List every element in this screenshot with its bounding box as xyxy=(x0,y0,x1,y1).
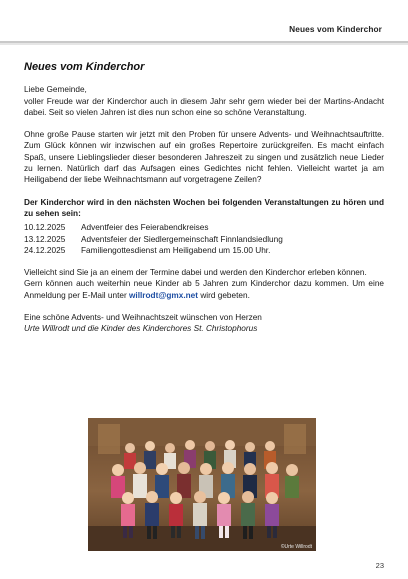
event-row xyxy=(24,222,384,233)
article-title: Neues vom Kinderchor xyxy=(24,61,145,73)
event-title: Adventsfeier der Siedlergemeinschaft Finnlandsiedlung xyxy=(81,234,283,244)
article xyxy=(24,62,384,335)
event-row xyxy=(24,234,384,245)
email-link[interactable]: willrodt@gmx.net xyxy=(129,290,199,300)
choir-group-photo xyxy=(88,418,316,551)
page-header xyxy=(0,0,408,44)
closing-line: Eine schöne Advents- und Weihnachtszeit wünschen von Herzen xyxy=(24,313,262,323)
paragraph-proben: Ohne große Pause starten wir jetzt mit den Proben für unsere Advents- und Weihnachtsauftritte. Zum Glück können wir inzwischen auf ein großes Repertoire zurückgreifen. Es macht einfach Spaß, unsere Lieblingslieder dieser besonderen Jahreszeit zu singen und zusätzlich neue Lieder zu lernen. Natürlich darf das Aufsagen eines Gedichtes nicht fehlen. Vielleicht wartet ja am Heiligabend der liebe Weihnachtsmann auf vorgetragene Zeilen? xyxy=(24,130,384,185)
paragraph-anmeldung xyxy=(24,278,384,301)
paragraph-termine: Vielleicht sind Sie ja an einem der Termine dabei und werden den Kinderchor erleben können. xyxy=(24,268,367,278)
event-row xyxy=(24,245,384,256)
event-title: Adventfeier des Feierabendkreises xyxy=(81,223,209,233)
event-date: 10.12.2025 xyxy=(24,223,66,233)
header-title: Neues vom Kinderchor xyxy=(289,24,382,34)
event-date: 24.12.2025 xyxy=(24,245,66,255)
paragraph-martins-andacht: voller Freude war der Kinderchor auch in diesem Jahr sehr gern wieder bei der Martins-Andacht dabei. Seit so vielen Jahren ist dies nun schon eine so schöne Veranstaltung. xyxy=(24,96,384,117)
header-divider-shadow xyxy=(0,43,408,45)
events-heading: Der Kinderchor wird in den nächsten Wochen bei folgenden Veranstaltungen zu hören und zu sehen sein: xyxy=(24,197,384,218)
photo-credit: ©Urte Willrodt xyxy=(280,544,312,550)
anmeldung-text: Gern können auch weiterhin neue Kinder ab 5 Jahren zum Kinderchor dazu kommen. Um eine Anmeldung per E-Mail unter xyxy=(24,279,384,300)
page-number: 23 xyxy=(375,561,384,570)
greeting: Liebe Gemeinde, xyxy=(24,85,87,95)
event-date: 13.12.2025 xyxy=(24,234,66,244)
event-title: Familiengottesdienst am Heiligabend um 15.00 Uhr. xyxy=(81,245,271,255)
events-list xyxy=(24,222,384,256)
choir-photo-image xyxy=(88,418,316,551)
anmeldung-suffix: wird gebeten. xyxy=(198,290,250,300)
signature: Urte Willrodt und die Kinder des Kinderchores St. Christophorus xyxy=(24,324,258,334)
